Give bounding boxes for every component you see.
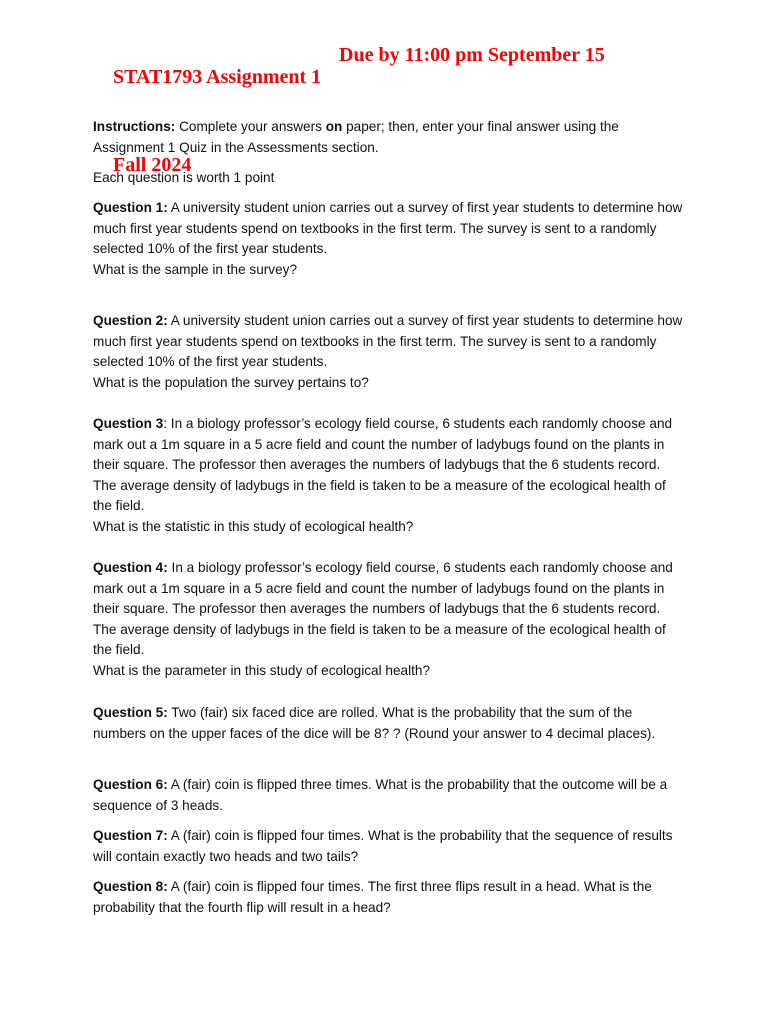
- due-date: Due by 11:00 pm September 15: [339, 44, 605, 66]
- instructions-text-after: paper; then, enter your final answer using the Assignment 1 Quiz in the Assessments section.: [93, 119, 619, 155]
- question-label: Question 5:: [93, 705, 168, 720]
- question-label: Question 3: [93, 416, 164, 431]
- question-2: [93, 311, 683, 393]
- question-label: Question 6:: [93, 777, 168, 792]
- question-prompt: What is the statistic in this study of ecological health?: [93, 518, 414, 534]
- question-text: A (fair) coin is flipped four times. The first three flips result in a head. What is the probability that the fourth flip will result in a head?: [93, 879, 652, 915]
- question-text: In a biology professor’s ecology field course, 6 students each randomly choose and mark out a 1m square in a 5 acre field and count the number of ladybugs found on the plants in their square. The professor then averages the numbers of ladybugs that the 6 students record. The average density of ladybugs in the field is taken to be a measure of the ecological health of the field.: [93, 560, 673, 658]
- question-label: Question 2:: [93, 313, 168, 328]
- question-7: [93, 826, 683, 867]
- question-prompt: What is the population the survey pertains to?: [93, 374, 369, 390]
- question-prompt: What is the sample in the survey?: [93, 261, 297, 277]
- question-text: A (fair) coin is flipped four times. What is the probability that the sequence of results will contain exactly two heads and two tails?: [93, 828, 673, 864]
- question-5: [93, 703, 683, 744]
- question-label: Question 1:: [93, 200, 168, 215]
- question-text: Two (fair) six faced dice are rolled. What is the probability that the sum of the numbers on the upper faces of the dice will be 8? ? (Round your answer to 4 decimal places).: [93, 705, 656, 741]
- question-label: Question 8:: [93, 879, 168, 894]
- instructions-text-before: Complete your answers: [175, 119, 326, 134]
- term-label: Fall 2024: [113, 154, 192, 176]
- question-4: [93, 558, 683, 682]
- course-assignment-title: STAT1793 Assignment 1: [113, 66, 322, 88]
- question-text: : In a biology professor’s ecology field course, 6 students each randomly choose and mark out a 1m square in a 5 acre field and count the number of ladybugs found on the plants in their square. The professor then averages the numbers of ladybugs that the 6 students record. The average density of ladybugs in the field is taken to be a measure of the ecological health of the field.: [93, 416, 673, 514]
- question-8: [93, 877, 683, 918]
- question-prompt: What is the parameter in this study of ecological health?: [93, 662, 431, 678]
- question-1: [93, 198, 683, 280]
- points-note: Each question is worth 1 point: [93, 170, 275, 185]
- question-text: A (fair) coin is flipped three times. What is the probability that the outcome will be a sequence of 3 heads.: [93, 777, 668, 813]
- instructions-label: Instructions:: [93, 119, 176, 134]
- question-3: [93, 414, 683, 538]
- question-text: A university student union carries out a survey of first year students to determine how much first year students spend on textbooks in the first term. The survey is sent to a randomly selected 10% of the first year students.: [93, 313, 683, 370]
- instructions-paragraph: [93, 117, 683, 158]
- question-6: [93, 775, 683, 816]
- instructions-emphasis: on: [325, 119, 343, 134]
- question-label: Question 4:: [93, 560, 168, 575]
- question-text: A university student union carries out a survey of first year students to determine how much first year students spend on textbooks in the first term. The survey is sent to a randomly selected 10% of the first year students.: [93, 200, 683, 257]
- question-label: Question 7:: [93, 828, 168, 843]
